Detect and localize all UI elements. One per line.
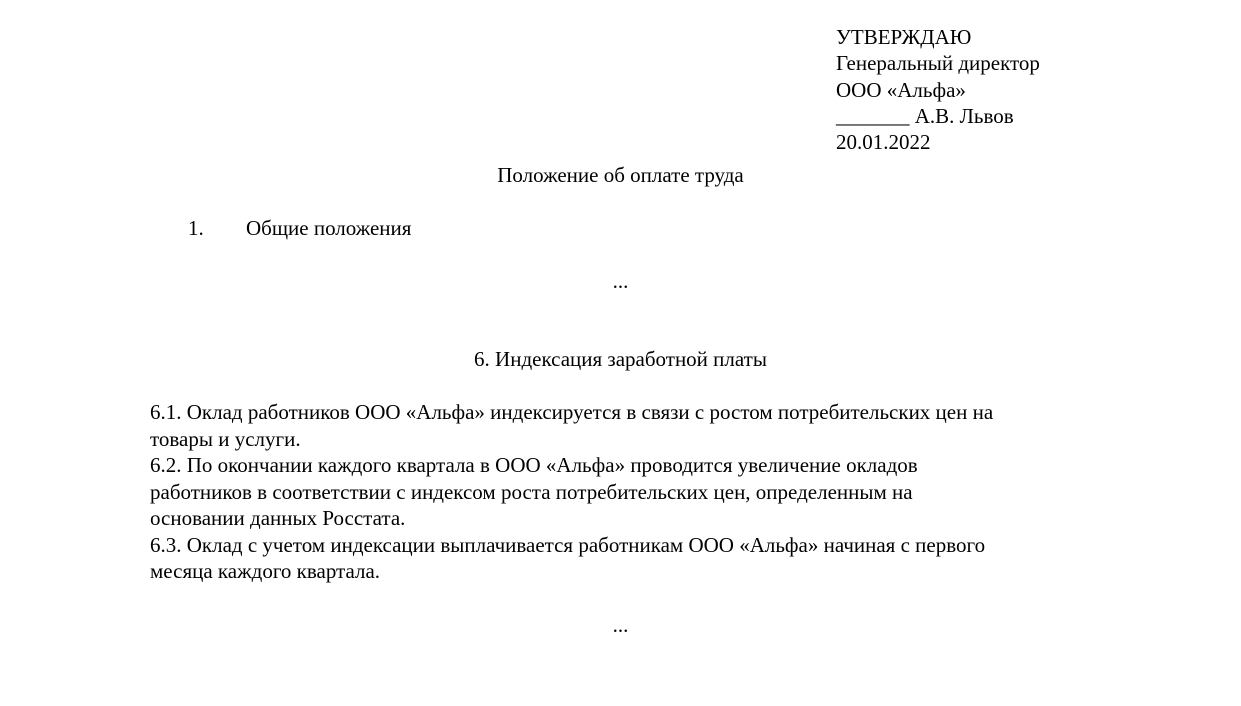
- approval-heading: УТВЕРЖДАЮ: [836, 25, 972, 49]
- approval-position: Генеральный директор: [836, 51, 1040, 76]
- paragraph-line: месяца каждого квартала.: [150, 559, 381, 583]
- approval-date: 20.01.2022: [836, 130, 931, 155]
- section-1-heading: [188, 215, 411, 241]
- section-6-body: [150, 399, 1090, 585]
- approval-signature: _______ А.В. Львов: [836, 103, 1014, 128]
- paragraph-line: работников в соответствии с индексом роста потребительских цен, определенным на: [150, 479, 913, 504]
- paragraph-6-1: [150, 399, 1090, 452]
- section-6-heading: 6. Индексация заработной платы: [474, 347, 767, 371]
- paragraph-line: основании данных Росстата.: [150, 506, 406, 530]
- paragraph-line: товары и услуги.: [150, 426, 301, 451]
- paragraph-line: 6.3. Оклад с учетом индексации выплачивается работникам ООО «Альфа» начиная с первого: [150, 532, 986, 557]
- paragraph-6-3: [150, 532, 1090, 585]
- approval-company: ООО «Альфа»: [836, 77, 966, 102]
- section-1-title: Общие положения: [246, 216, 412, 240]
- section-1-number: 1.: [188, 216, 204, 240]
- paragraph-line: 6.2. По окончании каждого квартала в ООО «Альфа» проводится увеличение окладов: [150, 453, 918, 477]
- paragraph-6-2: [150, 452, 1090, 532]
- ellipsis-omission: ...: [612, 269, 629, 293]
- document-title: Положение об оплате труда: [497, 163, 744, 187]
- paragraph-line: 6.1. Оклад работников ООО «Альфа» индексируется в связи с ростом потребительских цен на: [150, 400, 994, 424]
- ellipsis-omission: ...: [612, 613, 629, 637]
- approval-block: [836, 24, 1040, 155]
